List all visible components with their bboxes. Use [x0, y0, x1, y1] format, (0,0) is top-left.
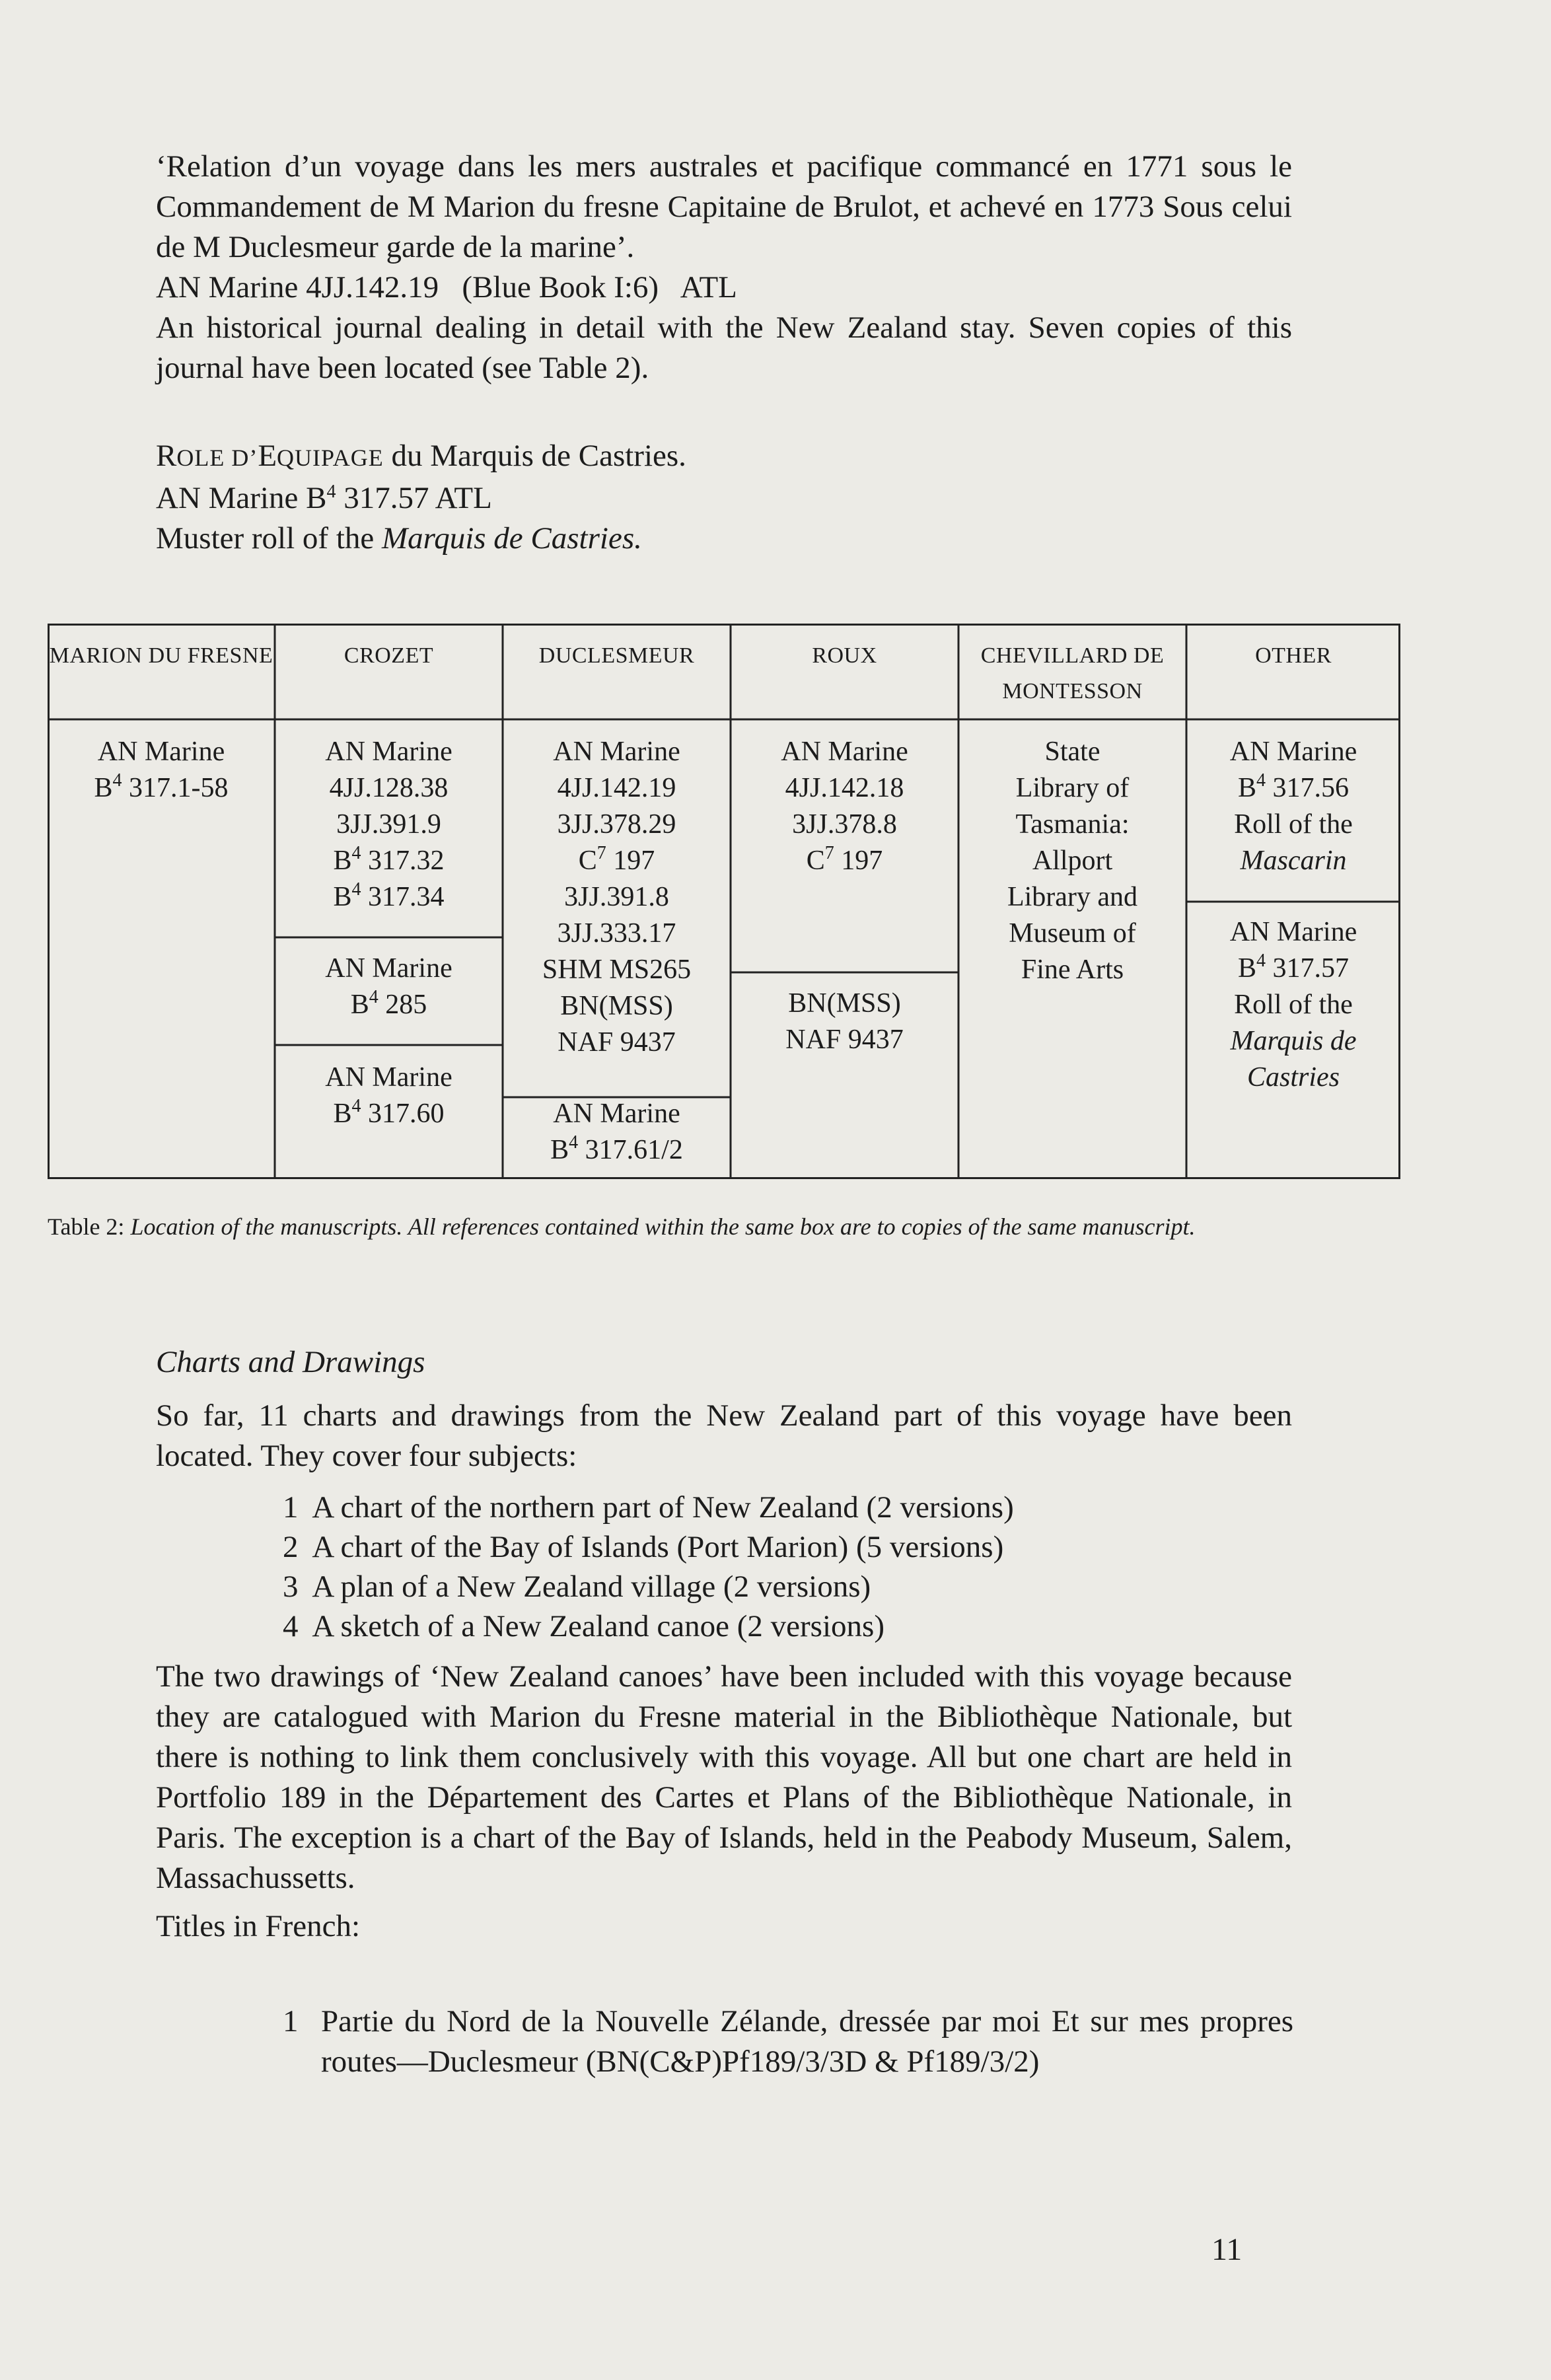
role-entry [156, 436, 1292, 559]
relation-description: An historical journal dealing in detail with the New Zealand stay. Seven copies of this journal have been located (see Table 2). [156, 310, 1292, 385]
header-chevillard-de-montesson: CHEVILLARD DE MONTESSON [980, 643, 1165, 703]
relation-entry [156, 147, 1292, 388]
cell-duclesmeur-2: AN Marine $B^4$ 317.61/2 [550, 1099, 683, 1165]
charts-paragraph-block [156, 1657, 1292, 1947]
cell-crozet-2: AN Marine $B^4$ 285 [325, 953, 452, 1020]
charts-section [156, 1342, 1292, 1476]
list-item: 1 A chart of the northern part of New Zealand (2 versions) [283, 1490, 1014, 1525]
header-roux: ROUX [812, 643, 877, 668]
french-title-number: 1 [283, 2004, 299, 2038]
list-item: 2 A chart of the Bay of Islands (Port Marion) (5 versions) [283, 1530, 1004, 1564]
list-item: 3 A plan of a New Zealand village (2 versions) [283, 1569, 871, 1604]
french-title-item [283, 2001, 1293, 2082]
section-heading: Charts and Drawings [156, 1345, 425, 1379]
cell-roux-1: AN Marine 4JJ.142.18 3JJ.378.8 $C^7$ 197 [781, 737, 908, 876]
header-other: OTHER [1255, 643, 1332, 668]
relation-reference: AN Marine 4JJ.142.19 (Blue Book I:6) ATL [156, 270, 737, 305]
manuscripts-table [48, 624, 1400, 1179]
role-description: Muster roll of the Marquis de Castries. [156, 521, 642, 556]
cell-chevillard: State Library of Tasmania: Allport Library and Museum of Fine Arts [1007, 737, 1138, 985]
subjects-list [283, 1488, 1274, 1646]
cell-duclesmeur-1: AN Marine 4JJ.142.19 3JJ.378.29 $C^7$ 197 3JJ.391.8 3JJ.333.17 SHM MS265 BN(MSS) NAF 9437 [542, 737, 692, 1058]
cell-crozet-3: AN Marine $B^4$ 317.60 [325, 1062, 452, 1129]
header-marion-du-fresne: MARION DU FRESNE [49, 643, 273, 668]
role-title: ROLE D’EQUIPAGE du Marquis de Castries. [156, 439, 686, 473]
charts-paragraph: The two drawings of ‘New Zealand canoes’ have been included with this voyage because they are catalogued with Marion du Fresne material in the Bibliothèque Nationale, but there is nothing to link them conclusively with this voyage. All but one chart are held in Portfolio 189 in the Département des Cartes et Plans of the Bibliothèque Nationale, in Paris. The exception is a chart of the Bay of Islands, held in the Peabody Museum, Salem, Massachussetts. [156, 1659, 1292, 1895]
page-number: 11 [1211, 2232, 1243, 2267]
relation-title: ‘Relation d’un voyage dans les mers australes et pacifique commancé en 1771 sous le Commandement de M Marion du fresne Capitaine de Brulot, et achevé en 1773 Sous celui de M Duclesmeur garde de la marine’. [156, 149, 1292, 264]
titles-label: Titles in French: [156, 1909, 361, 1943]
header-crozet: CROZET [343, 643, 434, 668]
cell-marion: AN Marine $B^4$ 317.1-58 [94, 737, 229, 803]
table-caption: Table 2: Location of the manuscripts. All references contained within the same box are to copies of the same manuscript. [48, 1213, 1196, 1240]
header-duclesmeur: DUCLESMEUR [538, 643, 695, 668]
cell-crozet-1: AN Marine 4JJ.128.38 3JJ.391.9 $B^4$ 317.32 $B^4$ 317.34 [325, 737, 452, 912]
role-reference: AN Marine $B^4$ 317.57 ATL [156, 481, 492, 515]
cell-roux-2: BN(MSS) NAF 9437 [785, 988, 904, 1055]
cell-other-2: AN Marine $B^4$ 317.57 Roll of the Marquis de Castries [1229, 917, 1357, 1093]
cell-other-1: AN Marine $B^4$ 317.56 Roll of the Mascarin [1229, 737, 1357, 876]
charts-intro: So far, 11 charts and drawings from the New Zealand part of this voyage have been located. They cover four subjects: [156, 1398, 1292, 1473]
french-title-text: Partie du Nord de la Nouvelle Zélande, dressée par moi Et sur mes propres routes—Duclesmeur (BN(C&P)Pf189/3/3D & Pf189/3/2) [321, 2004, 1293, 2079]
list-item: 4 A sketch of a New Zealand canoe (2 versions) [283, 1609, 884, 1643]
